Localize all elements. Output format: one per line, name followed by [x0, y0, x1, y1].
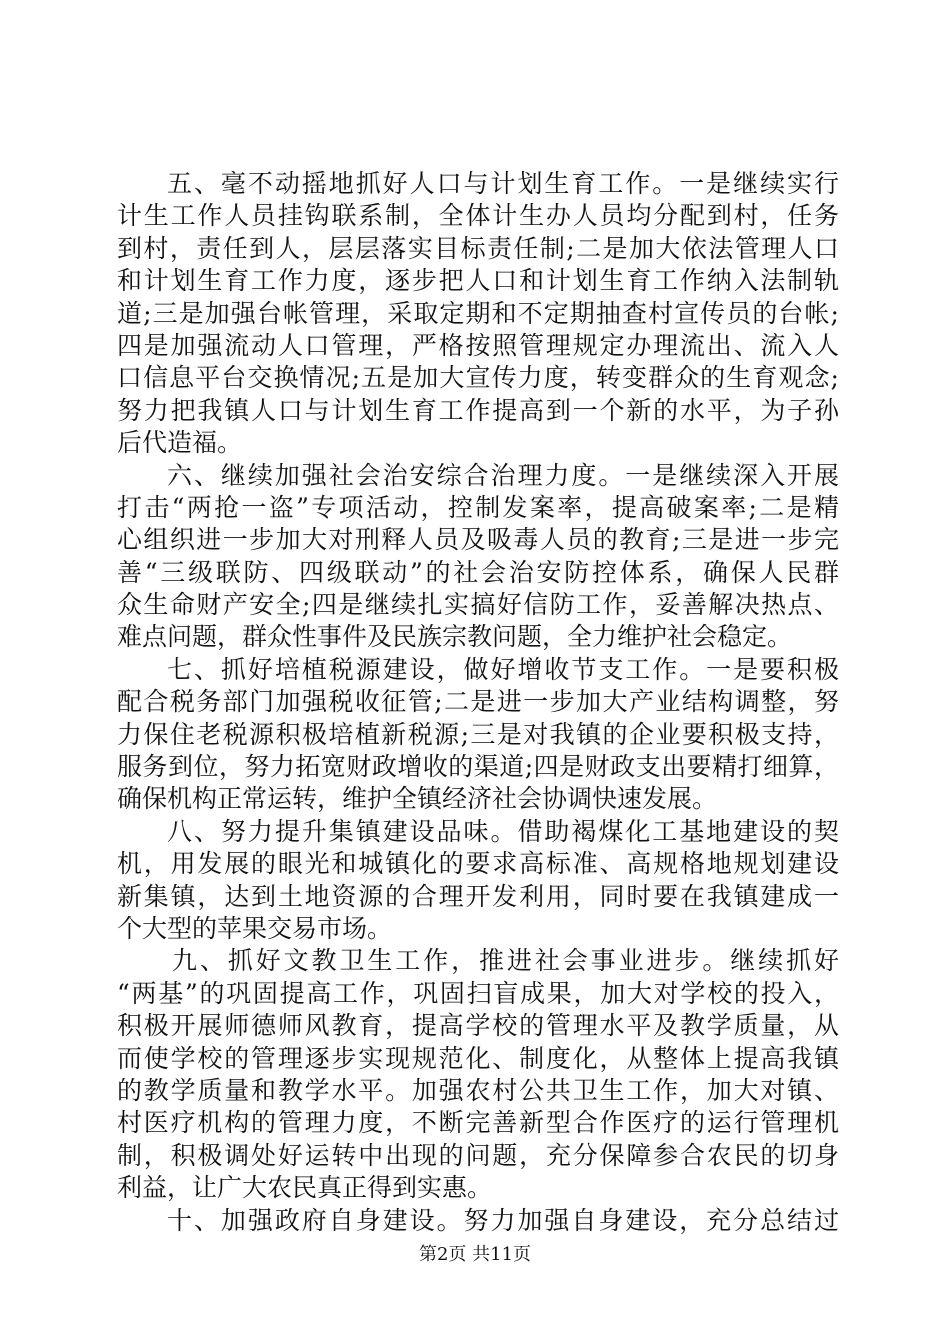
text-line: 的教学质量和教学水平。加强农村公共卫生工作，加大对镇、 [117, 1075, 841, 1105]
text-line: 村医疗机构的管理力度，不断完善新型合作医疗的运行管理机 [117, 1108, 841, 1138]
text-line: 机，用发展的眼光和城镇化的要求高标准、高规格地规划建设 [117, 849, 841, 879]
text-line: 难点问题，群众性事件及民族宗教问题，全力维护社会稳定。 [117, 622, 793, 652]
paragraph-5 [117, 168, 839, 460]
text-line: 计生工作人员挂钩联系制，全体计生办人员均分配到村，任务 [117, 201, 841, 231]
document-body [117, 168, 842, 1237]
paragraph-8 [117, 816, 839, 946]
paragraph-7 [117, 654, 839, 816]
text-line: 八、努力提升集镇建设品味。借助褐煤化工基地建设的契 [167, 816, 841, 846]
page-number-footer: 第2页 共11页 [418, 1244, 532, 1265]
paragraph-9 [117, 945, 842, 1204]
text-line: 众生命财产安全;四是继续扎实搞好信防工作，妥善解决热点、 [117, 590, 841, 620]
text-line: 而使学校的管理逐步实现规范化、制度化，从整体上提高我镇 [117, 1043, 841, 1073]
text-line: 四是加强流动人口管理，严格按照管理规定办理流出、流入人 [117, 330, 841, 360]
text-line: 力保住老税源积极培植新税源;三是对我镇的企业要积极支持， [117, 719, 841, 749]
text-line: 个大型的苹果交易市场。 [117, 913, 393, 943]
text-line: 确保机构正常运转，维护全镇经济社会协调快速发展。 [117, 784, 718, 814]
text-line: 七、抓好培植税源建设，做好增收节支工作。一是要积极 [167, 654, 841, 684]
text-line: 利益，让广大农民真正得到实惠。 [117, 1173, 493, 1203]
text-line: 口信息平台交换情况;五是加大宣传力度，转变群众的生育观念; [117, 363, 841, 393]
text-line: 后代造福。 [117, 428, 243, 458]
paragraph-6 [117, 460, 842, 654]
text-line: 积极开展师德师风教育，提高学校的管理水平及教学质量，从 [117, 1011, 841, 1041]
text-line: 十、加强政府自身建设。努力加强自身建设，充分总结过 [167, 1205, 841, 1235]
text-line: 打击“两抢一盗”专项活动，控制发案率，提高破案率;二是精 [117, 492, 842, 522]
text-line: 制，积极调处好运转中出现的问题，充分保障参合农民的切身 [117, 1140, 841, 1170]
text-line: 心组织进一步加大对刑释人员及吸毒人员的教育;三是进一步完 [117, 525, 841, 555]
text-line: “两基”的巩固提高工作，巩固扫盲成果，加大对学校的投入， [117, 978, 841, 1008]
text-line: 六、继续加强社会治安综合治理力度。一是继续深入开展 [167, 460, 841, 490]
text-line: 九、抓好文教卫生工作，推进社会事业进步。继续抓好 [172, 946, 842, 976]
text-line: 五、毫不动摇地抓好人口与计划生育工作。一是继续实行 [167, 169, 841, 198]
paragraph-10 [117, 1205, 839, 1237]
text-line: 善“三级联防、四级联动”的社会治安防控体系，确保人民群 [117, 557, 842, 587]
text-line: 努力把我镇人口与计划生育工作提高到一个新的水平，为子孙 [117, 395, 841, 425]
text-line: 新集镇，达到土地资源的合理开发利用，同时要在我镇建成一 [117, 881, 841, 911]
text-line: 配合税务部门加强税收征管;二是进一步加大产业结构调整，努 [117, 687, 841, 717]
text-line: 服务到位，努力拓宽财政增收的渠道;四是财政支出要精打细算， [117, 752, 840, 782]
text-line: 到村，责任到人，层层落实目标责任制;二是加大依法管理人口 [117, 233, 841, 263]
text-line: 和计划生育工作力度，逐步把人口和计划生育工作纳入法制轨 [117, 266, 841, 296]
text-line: 道;三是加强台帐管理，采取定期和不定期抽查村宣传员的台帐; [117, 298, 841, 328]
